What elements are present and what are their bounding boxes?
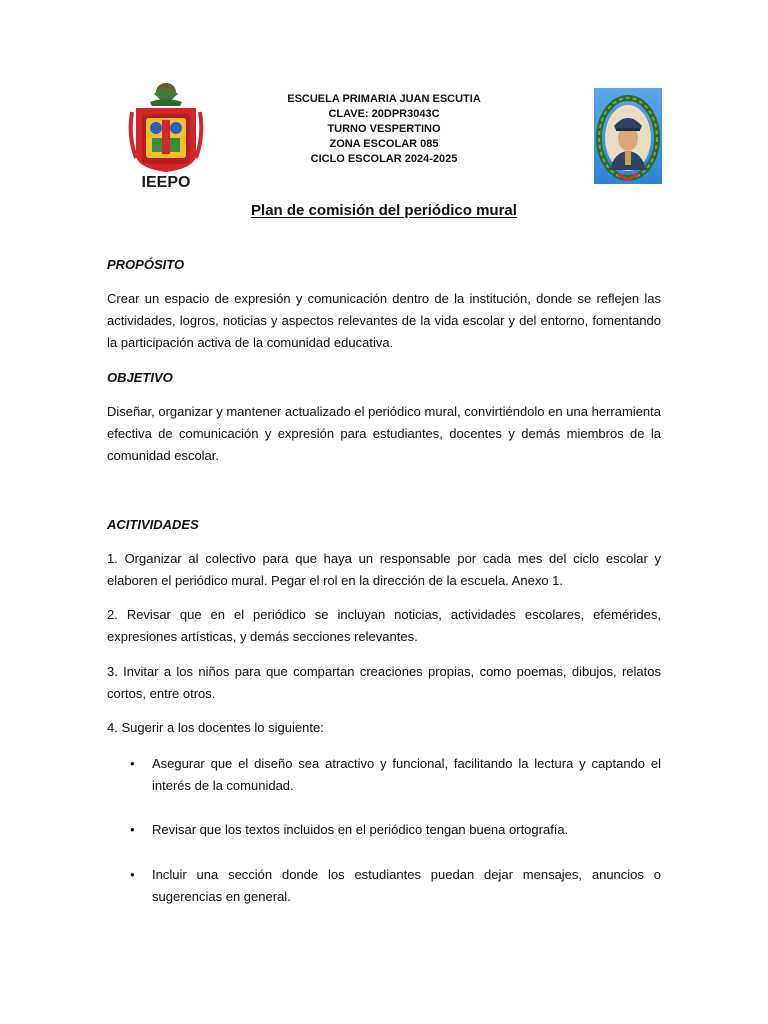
section-text-objetivo: Diseñar, organizar y mantener actualizado el periódico mural, convirtiéndolo en una herramienta efectiva de comunicación y expresión para estudiantes, docentes y demás miembros de la comunidad escolar. — [107, 404, 661, 463]
school-shift: TURNO VESPERTINO — [327, 123, 441, 135]
school-zone: ZONA ESCOLAR 085 — [329, 138, 439, 150]
section-heading-actividades: ACITIVIDADES — [107, 517, 199, 532]
bullet-text: Incluir una sección donde los estudiantes puedan dejar mensajes, anuncios o sugerencias en general. — [152, 867, 661, 904]
bullet-dot-icon: • — [130, 822, 135, 837]
bullet-text: Revisar que los textos incluidos en el periódico tengan buena ortografía. — [152, 822, 569, 837]
school-year: CICLO ESCOLAR 2024-2025 — [310, 153, 458, 165]
portrait-graphic — [594, 88, 662, 184]
section-text-proposito: Crear un espacio de expresión y comunicación dentro de la institución, donde se reflejen las actividades, logros, noticias y aspectos relevantes de la vida escolar y del entorno, fomentando la participación activa de la comunidad educativa. — [107, 291, 661, 350]
school-key: CLAVE: 20DPR3043C — [328, 108, 440, 120]
svg-text:IEEPO: IEEPO — [141, 174, 191, 191]
section-heading-proposito: PROPÓSITO — [107, 257, 185, 272]
ieepo-shield-graphic — [128, 80, 204, 192]
bullet-dot-icon: • — [130, 756, 135, 771]
activity-item: 3. Invitar a los niños para que compartan creaciones propias, como poemas, dibujos, relatos cortos, entre otros. — [107, 664, 661, 701]
section-heading-objetivo: OBJETIVO — [107, 370, 173, 385]
document-title: Plan de comisión del periódico mural — [251, 202, 517, 219]
activity-item: 1. Organizar al colectivo para que haya un responsable por cada mes del ciclo escolar y elaboren el periódico mural. Pegar el rol en la dirección de la escuela. Anexo 1. — [107, 551, 661, 588]
school-header — [250, 92, 518, 167]
bullet-dot-icon: • — [130, 867, 135, 882]
activity-item: 4. Sugerir a los docentes lo siguiente: — [107, 720, 324, 735]
school-name: ESCUELA PRIMARIA JUAN ESCUTIA — [287, 93, 481, 105]
ieepo-logo-icon — [128, 80, 204, 192]
juan-escutia-portrait-icon — [594, 88, 662, 184]
bullet-text: Asegurar que el diseño sea atractivo y funcional, facilitando la lectura y captando el interés de la comunidad. — [152, 756, 661, 793]
activity-item: 2. Revisar que en el periódico se incluyan noticias, actividades escolares, efemérides, expresiones artísticas, y demás secciones relevantes. — [107, 607, 661, 644]
